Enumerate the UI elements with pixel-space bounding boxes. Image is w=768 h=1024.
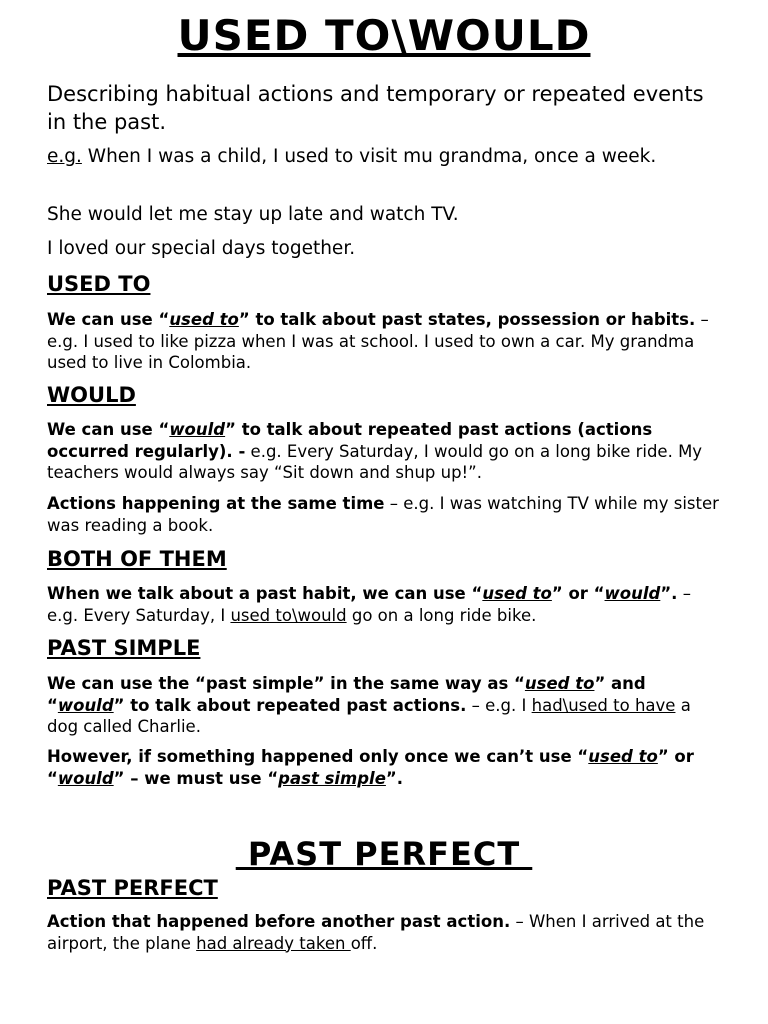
used-to-bold-2: ” to talk about past states, possession or habits.: [238, 310, 696, 329]
intro-line-3: I loved our special days together.: [47, 238, 356, 259]
would-p2-rest: – e.g. I was watching TV while my sister was reading a book.: [47, 494, 719, 535]
ps-bold-1: We can use the “past simple” in the same way as “: [47, 674, 525, 693]
used-to-examples: – e.g. I used to like pizza when I was at school. I used to own a car. My grandma used to live in Colombia.: [47, 310, 709, 372]
ps-p2-term-1: used to: [588, 747, 658, 766]
heading-both: BOTH OF THEM: [47, 547, 227, 571]
heading-would: WOULD: [47, 383, 136, 407]
both-underlined: used to\would: [230, 605, 347, 625]
heading-used-to: USED TO: [47, 272, 151, 296]
heading-past-perfect: PAST PERFECT: [47, 876, 218, 900]
ps-p2-bold-3: ” – we must use “: [113, 768, 279, 788]
pp-underlined: had already taken: [196, 933, 351, 953]
ps-p2-bold-1: However, if something happened only once we can’t use “: [47, 747, 589, 766]
heading-past-simple: PAST SIMPLE: [47, 636, 201, 660]
ps-p2-term-2: would: [57, 768, 114, 788]
would-paragraph: [47, 419, 727, 484]
both-paragraph: [47, 583, 727, 626]
would-examples: e.g. Every Saturday, I would go on a long bike ride. My teachers would always say “Sit down and shup up!”.: [47, 441, 703, 482]
pp-bold: Action that happened before another past action.: [47, 912, 511, 931]
intro-line-2: She would let me stay up late and watch TV.: [47, 204, 459, 225]
past-perfect-paragraph: [47, 911, 727, 954]
ps-rest-1: – e.g. I: [466, 695, 532, 715]
page-title: USED TO\WOULD: [177, 11, 591, 60]
both-term-1: used to: [482, 584, 552, 603]
both-rest-1: – e.g. Every Saturday, I: [47, 584, 691, 625]
ps-term-2: would: [57, 695, 114, 715]
ps-underlined: had\used to have: [531, 695, 676, 715]
both-bold-2: ” or “: [551, 584, 605, 603]
would-bold-2: ” to talk about repeated past actions (actions occurred regularly). -: [47, 420, 653, 461]
used-to-bold-1: We can use “: [47, 310, 170, 329]
ps-p2-bold-4: ”.: [385, 768, 404, 788]
intro-example: [47, 145, 727, 169]
eg-text: When I was a child, I used to visit mu grandma, once a week.: [81, 146, 657, 167]
ps-rest-2: a dog called Charlie.: [47, 695, 691, 736]
eg-label: e.g.: [47, 146, 82, 167]
would-paragraph-2: [47, 493, 727, 536]
ps-p2-term-3: past simple: [278, 768, 386, 788]
used-to-term: used to: [169, 310, 239, 329]
past-simple-paragraph: [47, 673, 727, 738]
ps-term-1: used to: [524, 674, 595, 693]
pp-rest-2: off.: [350, 933, 378, 953]
would-term: would: [169, 420, 226, 439]
both-bold-3: ”.: [660, 584, 678, 603]
pp-rest-1: – When I arrived at the airport, the plane: [47, 912, 705, 953]
both-rest-2: go on a long ride bike.: [346, 605, 537, 625]
used-to-paragraph: [47, 309, 727, 374]
both-term-2: would: [604, 584, 661, 603]
ps-p2-bold-2: ” or “: [47, 747, 694, 788]
section-title-past-perfect: PAST PERFECT: [235, 835, 533, 873]
would-bold-1: We can use “: [47, 420, 170, 439]
would-p2-bold: Actions happening at the same time: [47, 494, 385, 513]
ps-bold-3: ” to talk about repeated past actions.: [113, 695, 467, 715]
both-bold-1: When we talk about a past habit, we can use “: [47, 584, 483, 603]
past-simple-paragraph-2: [47, 746, 727, 789]
ps-bold-2: ” and “: [47, 674, 646, 715]
intro-lead: Describing habitual actions and temporary or repeated events in the past.: [47, 82, 704, 134]
